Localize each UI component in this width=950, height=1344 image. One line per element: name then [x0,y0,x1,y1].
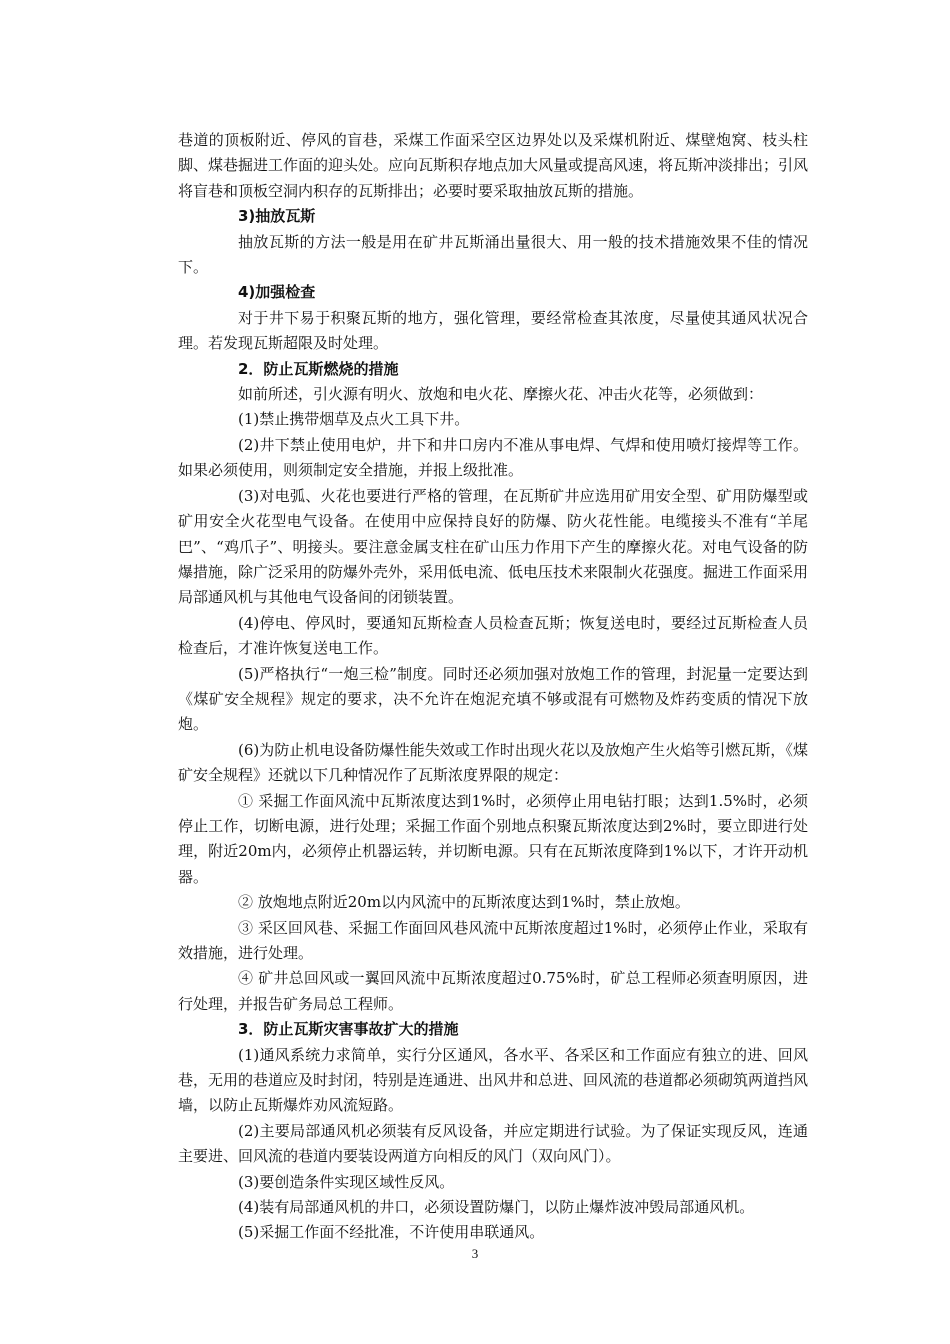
section-heading: 3．防止瓦斯灾害事故扩大的措施 [238,1020,459,1039]
document-body [178,128,808,1246]
body-paragraph: 对于井下易于积聚瓦斯的地方，强化管理，要经常检查其浓度，尽量使其通风状况合理。若发现瓦斯超限及时处理。 [178,308,808,353]
body-paragraph: (3)要创造条件实现区域性反风。 [238,1172,455,1191]
body-paragraph: ② 放炮地点附近20m以内风流中的瓦斯浓度达到1%时，禁止放炮。 [238,893,690,912]
body-paragraph: (5)采掘工作面不经批准，不许使用串联通风。 [238,1223,545,1242]
body-paragraph: (2)井下禁止使用电炉，井下和井口房内不准从事电焊、气焊和使用喷灯接焊等工作。如果必须使用，则须制定安全措施，并报上级批准。 [178,435,808,480]
body-paragraph: (1)禁止携带烟草及点火工具下井。 [238,410,470,429]
body-paragraph: 抽放瓦斯的方法一般是用在矿井瓦斯涌出量很大、用一般的技术措施效果不佳的情况下。 [178,232,808,277]
body-paragraph: (5)严格执行“一炮三检”制度。同时还必须加强对放炮工作的管理，封泥量一定要达到《煤矿安全规程》规定的要求，决不允许在炮泥充填不够或混有可燃物及炸药变质的情况下放炮。 [178,664,808,734]
section-heading: 2．防止瓦斯燃烧的措施 [238,359,399,378]
body-paragraph: (4)停电、停风时，要通知瓦斯检查人员检查瓦斯；恢复送电时，要经过瓦斯检查人员检查后，才准许恢复送电工作。 [178,613,808,658]
section-heading: 4)加强检查 [238,283,316,302]
body-paragraph: (3)对电弧、火花也要进行严格的管理，在瓦斯矿井应选用矿用安全型、矿用防爆型或矿用安全火花型电气设备。在使用中应保持良好的防爆、防火花性能。电缆接头不准有“羊尾巴”、“鸡爪子”、明接头。要注意金属支柱在矿山压力作用下产生的摩擦火花。对电气设备的防爆措施，除广泛采用的防爆外壳外，采用低电流、低电压技术来限制火花强度。掘进工作面采用局部通风机与其他电气设备间的闭锁装置。 [178,486,809,607]
body-paragraph: 巷道的顶板附近、停风的盲巷，采煤工作面采空区边界处以及采煤机附近、煤壁炮窝、枝头柱脚、煤巷掘进工作面的迎头处。应向瓦斯积存地点加大风量或提高风速，将瓦斯冲淡排出；引风将盲巷和顶板空洞内积存的瓦斯排出；必要时要采取抽放瓦斯的措施。 [178,131,809,200]
page-number: 3 [471,1246,479,1261]
body-paragraph: (1)通风系统力求简单，实行分区通风，各水平、各采区和工作面应有独立的进、回风巷，无用的巷道应及时封闭，特别是连通进、出风井和总进、回风流的巷道都必须砌筑两道挡风墙，以防止瓦斯爆炸劝风流短路。 [178,1045,809,1115]
body-paragraph: (6)为防止机电设备防爆性能失效或工作时出现火花以及放炮产生火焰等引燃瓦斯，《煤矿安全规程》还就以下几种情况作了瓦斯浓度界限的规定： [178,740,808,785]
section-heading: 3)抽放瓦斯 [238,207,316,226]
body-paragraph: ① 采掘工作面风流中瓦斯浓度达到1%时，必须停止用电钻打眼；达到1.5%时，必须停止工作，切断电源，进行处理；采掘工作面个别地点积聚瓦斯浓度达到2%时，要立即进行处理，附近20m内，必须停止机器运转，并切断电源。只有在瓦斯浓度降到1%以下，才许开动机器。 [178,791,808,886]
body-paragraph: 如前所述，引火源有明火、放炮和电火花、摩擦火花、冲击火花等，必须做到： [238,385,764,404]
body-paragraph: ④ 矿井总回风或一翼回风流中瓦斯浓度超过0.75%时，矿总工程师必须查明原因，进行处理，并报告矿务局总工程师。 [178,969,808,1013]
body-paragraph: ③ 采区回风巷、采掘工作面回风巷风流中瓦斯浓度超过1%时，必须停止作业，采取有效措施，进行处理。 [178,918,808,962]
body-paragraph: (4)装有局部通风机的井口，必须设置防爆门，以防止爆炸波冲毁局部通风机。 [238,1198,755,1217]
body-paragraph: (2)主要局部通风机必须装有反风设备，并应定期进行试验。为了保证实现反风，连通主要进、回风流的巷道内要装设两道方向相反的风门（双向风门）。 [178,1121,808,1166]
